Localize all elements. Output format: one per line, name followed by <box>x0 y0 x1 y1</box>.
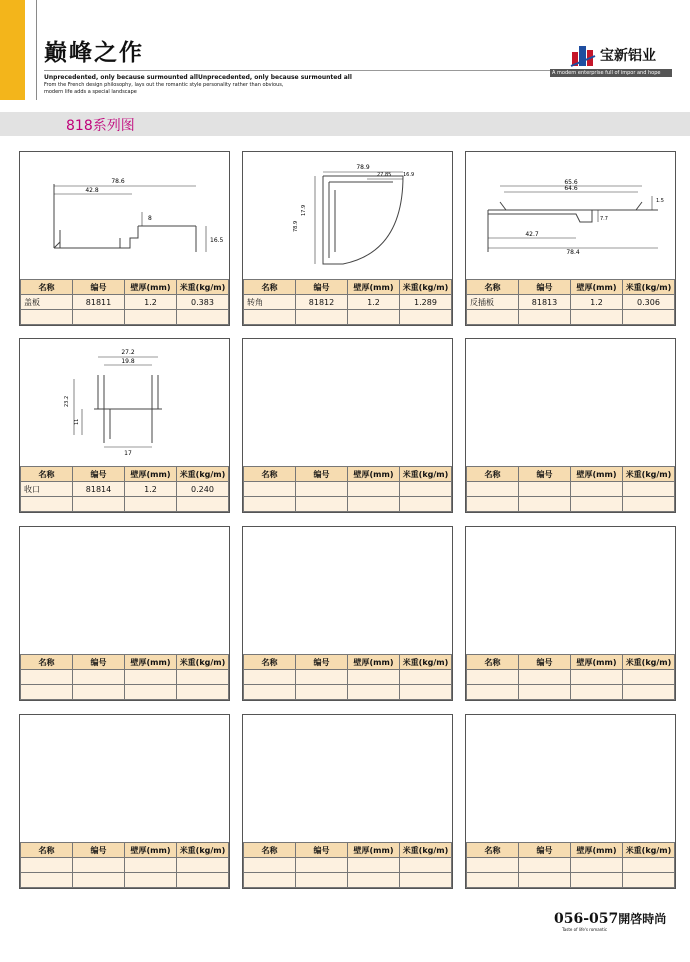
dim-label: 64.6 <box>564 185 578 192</box>
empty-card <box>465 714 676 889</box>
header-code: 编号 <box>73 843 125 858</box>
header-name: 名称 <box>21 843 73 858</box>
spec-table <box>243 842 452 888</box>
header-code: 编号 <box>519 655 571 670</box>
dim-label: 11 <box>74 418 80 425</box>
dim-label: 78.4 <box>566 249 580 256</box>
spec-table <box>20 654 229 700</box>
dim-label: 1.5 <box>656 198 664 204</box>
spec-table <box>466 842 675 888</box>
product-name: 盖板 <box>21 295 73 310</box>
dim-label: 78.9 <box>356 164 370 171</box>
header-thickness: 壁厚(mm) <box>571 280 623 295</box>
spec-table <box>243 279 452 325</box>
empty-card <box>465 526 676 701</box>
header-weight: 米重(kg/m) <box>177 655 229 670</box>
dim-label: 16.5 <box>210 237 224 244</box>
header-thickness: 壁厚(mm) <box>571 843 623 858</box>
header-weight: 米重(kg/m) <box>623 467 675 482</box>
header-thickness: 壁厚(mm) <box>571 467 623 482</box>
header-thickness: 壁厚(mm) <box>125 843 177 858</box>
empty-card <box>19 714 230 889</box>
brand-logo <box>552 40 682 90</box>
spec-table <box>243 654 452 700</box>
page-title: 巅峰之作 <box>44 40 144 66</box>
header-weight: 米重(kg/m) <box>400 843 452 858</box>
header-weight: 米重(kg/m) <box>177 280 229 295</box>
header-weight: 米重(kg/m) <box>177 467 229 482</box>
accent-block <box>0 0 25 100</box>
footer-text: 開啓時尚 <box>618 912 667 926</box>
product-weight: 0.306 <box>623 295 675 310</box>
header-weight: 米重(kg/m) <box>177 843 229 858</box>
header-weight: 米重(kg/m) <box>400 655 452 670</box>
dim-label: 16.9 <box>403 172 415 178</box>
header-name: 名称 <box>244 843 296 858</box>
spec-table <box>466 279 675 325</box>
product-code: 81811 <box>73 295 125 310</box>
dim-label: 78.9 <box>293 220 299 232</box>
empty-card <box>242 526 453 701</box>
header-weight: 米重(kg/m) <box>623 843 675 858</box>
product-thickness: 1.2 <box>571 295 623 310</box>
dim-label: 23.2 <box>64 395 70 407</box>
header-name: 名称 <box>21 655 73 670</box>
product-card <box>465 151 676 326</box>
product-weight: 1.289 <box>400 295 452 310</box>
product-name: 收口 <box>21 482 73 497</box>
profile-drawing <box>243 152 452 278</box>
product-thickness: 1.2 <box>348 295 400 310</box>
product-code: 81814 <box>73 482 125 497</box>
profile-drawing <box>466 152 675 278</box>
header-name: 名称 <box>244 467 296 482</box>
header-code: 编号 <box>296 843 348 858</box>
empty-card <box>19 526 230 701</box>
header-code: 编号 <box>296 280 348 295</box>
product-code: 81813 <box>519 295 571 310</box>
header-thickness: 壁厚(mm) <box>125 655 177 670</box>
spec-table <box>20 279 229 325</box>
dim-label: 19.8 <box>121 358 135 365</box>
brand-name: 宝新铝业 <box>600 48 656 64</box>
empty-card <box>242 338 453 513</box>
spec-table <box>466 654 675 700</box>
brand-slogan: A modern enterprise full of impor and hope <box>550 69 672 77</box>
header-name: 名称 <box>467 655 519 670</box>
header-code: 编号 <box>296 467 348 482</box>
header-thickness: 壁厚(mm) <box>348 467 400 482</box>
header-thickness: 壁厚(mm) <box>348 843 400 858</box>
page-numbers: 056-057 <box>554 911 619 927</box>
header-name: 名称 <box>21 467 73 482</box>
spec-table <box>466 466 675 512</box>
product-weight: 0.240 <box>177 482 229 497</box>
header-weight: 米重(kg/m) <box>400 280 452 295</box>
dim-label: 17 <box>124 450 132 457</box>
product-weight: 0.383 <box>177 295 229 310</box>
building-logo-icon <box>570 42 596 68</box>
dim-label: 27.2 <box>121 349 135 356</box>
page-footer <box>554 908 666 927</box>
empty-card <box>242 714 453 889</box>
profile-drawing <box>20 152 229 278</box>
product-thickness: 1.2 <box>125 295 177 310</box>
header-code: 编号 <box>519 280 571 295</box>
header-weight: 米重(kg/m) <box>623 655 675 670</box>
header-code: 编号 <box>73 467 125 482</box>
header-weight: 米重(kg/m) <box>623 280 675 295</box>
header-divider <box>36 0 37 100</box>
dim-label: 7.7 <box>600 216 608 222</box>
header-name: 名称 <box>467 843 519 858</box>
series-title: 818系列图 <box>66 118 135 134</box>
header-name: 名称 <box>244 280 296 295</box>
header-thickness: 壁厚(mm) <box>571 655 623 670</box>
header-thickness: 壁厚(mm) <box>348 280 400 295</box>
product-code: 81812 <box>296 295 348 310</box>
dim-label: 42.8 <box>85 187 99 194</box>
header-weight: 米重(kg/m) <box>400 467 452 482</box>
header-code: 编号 <box>519 467 571 482</box>
product-card <box>242 151 453 326</box>
header-code: 编号 <box>519 843 571 858</box>
dim-label: 8 <box>148 215 152 222</box>
dim-label: 17.9 <box>301 204 307 216</box>
product-card <box>19 151 230 326</box>
product-name: 转角 <box>244 295 296 310</box>
header-thickness: 壁厚(mm) <box>125 467 177 482</box>
dim-label: 78.6 <box>111 178 125 185</box>
header-name: 名称 <box>21 280 73 295</box>
header-name: 名称 <box>467 280 519 295</box>
header-rule <box>44 70 564 71</box>
tagline: From the French design philosophy, lays out the romantic style personality rather than obvious, modern life adds a special landscape <box>44 82 284 95</box>
spec-table <box>243 466 452 512</box>
header-code: 编号 <box>73 655 125 670</box>
spec-table <box>20 842 229 888</box>
dim-label: 65.6 <box>564 179 578 186</box>
product-thickness: 1.2 <box>125 482 177 497</box>
empty-card <box>465 338 676 513</box>
dim-label: 42.7 <box>525 231 539 238</box>
header-code: 编号 <box>73 280 125 295</box>
header-thickness: 壁厚(mm) <box>348 655 400 670</box>
profile-drawing <box>20 339 229 465</box>
dim-label: 27.85 <box>377 172 392 178</box>
spec-table <box>20 466 229 512</box>
footer-subtext: Taste of life's romantic <box>562 927 608 932</box>
header-name: 名称 <box>244 655 296 670</box>
header-name: 名称 <box>467 467 519 482</box>
header-thickness: 壁厚(mm) <box>125 280 177 295</box>
product-name: 反插板 <box>467 295 519 310</box>
header-code: 编号 <box>296 655 348 670</box>
product-card <box>19 338 230 513</box>
tagline-bold: Unprecedented, only because surmounted allUnprecedented, only because surmounted all <box>44 74 352 81</box>
